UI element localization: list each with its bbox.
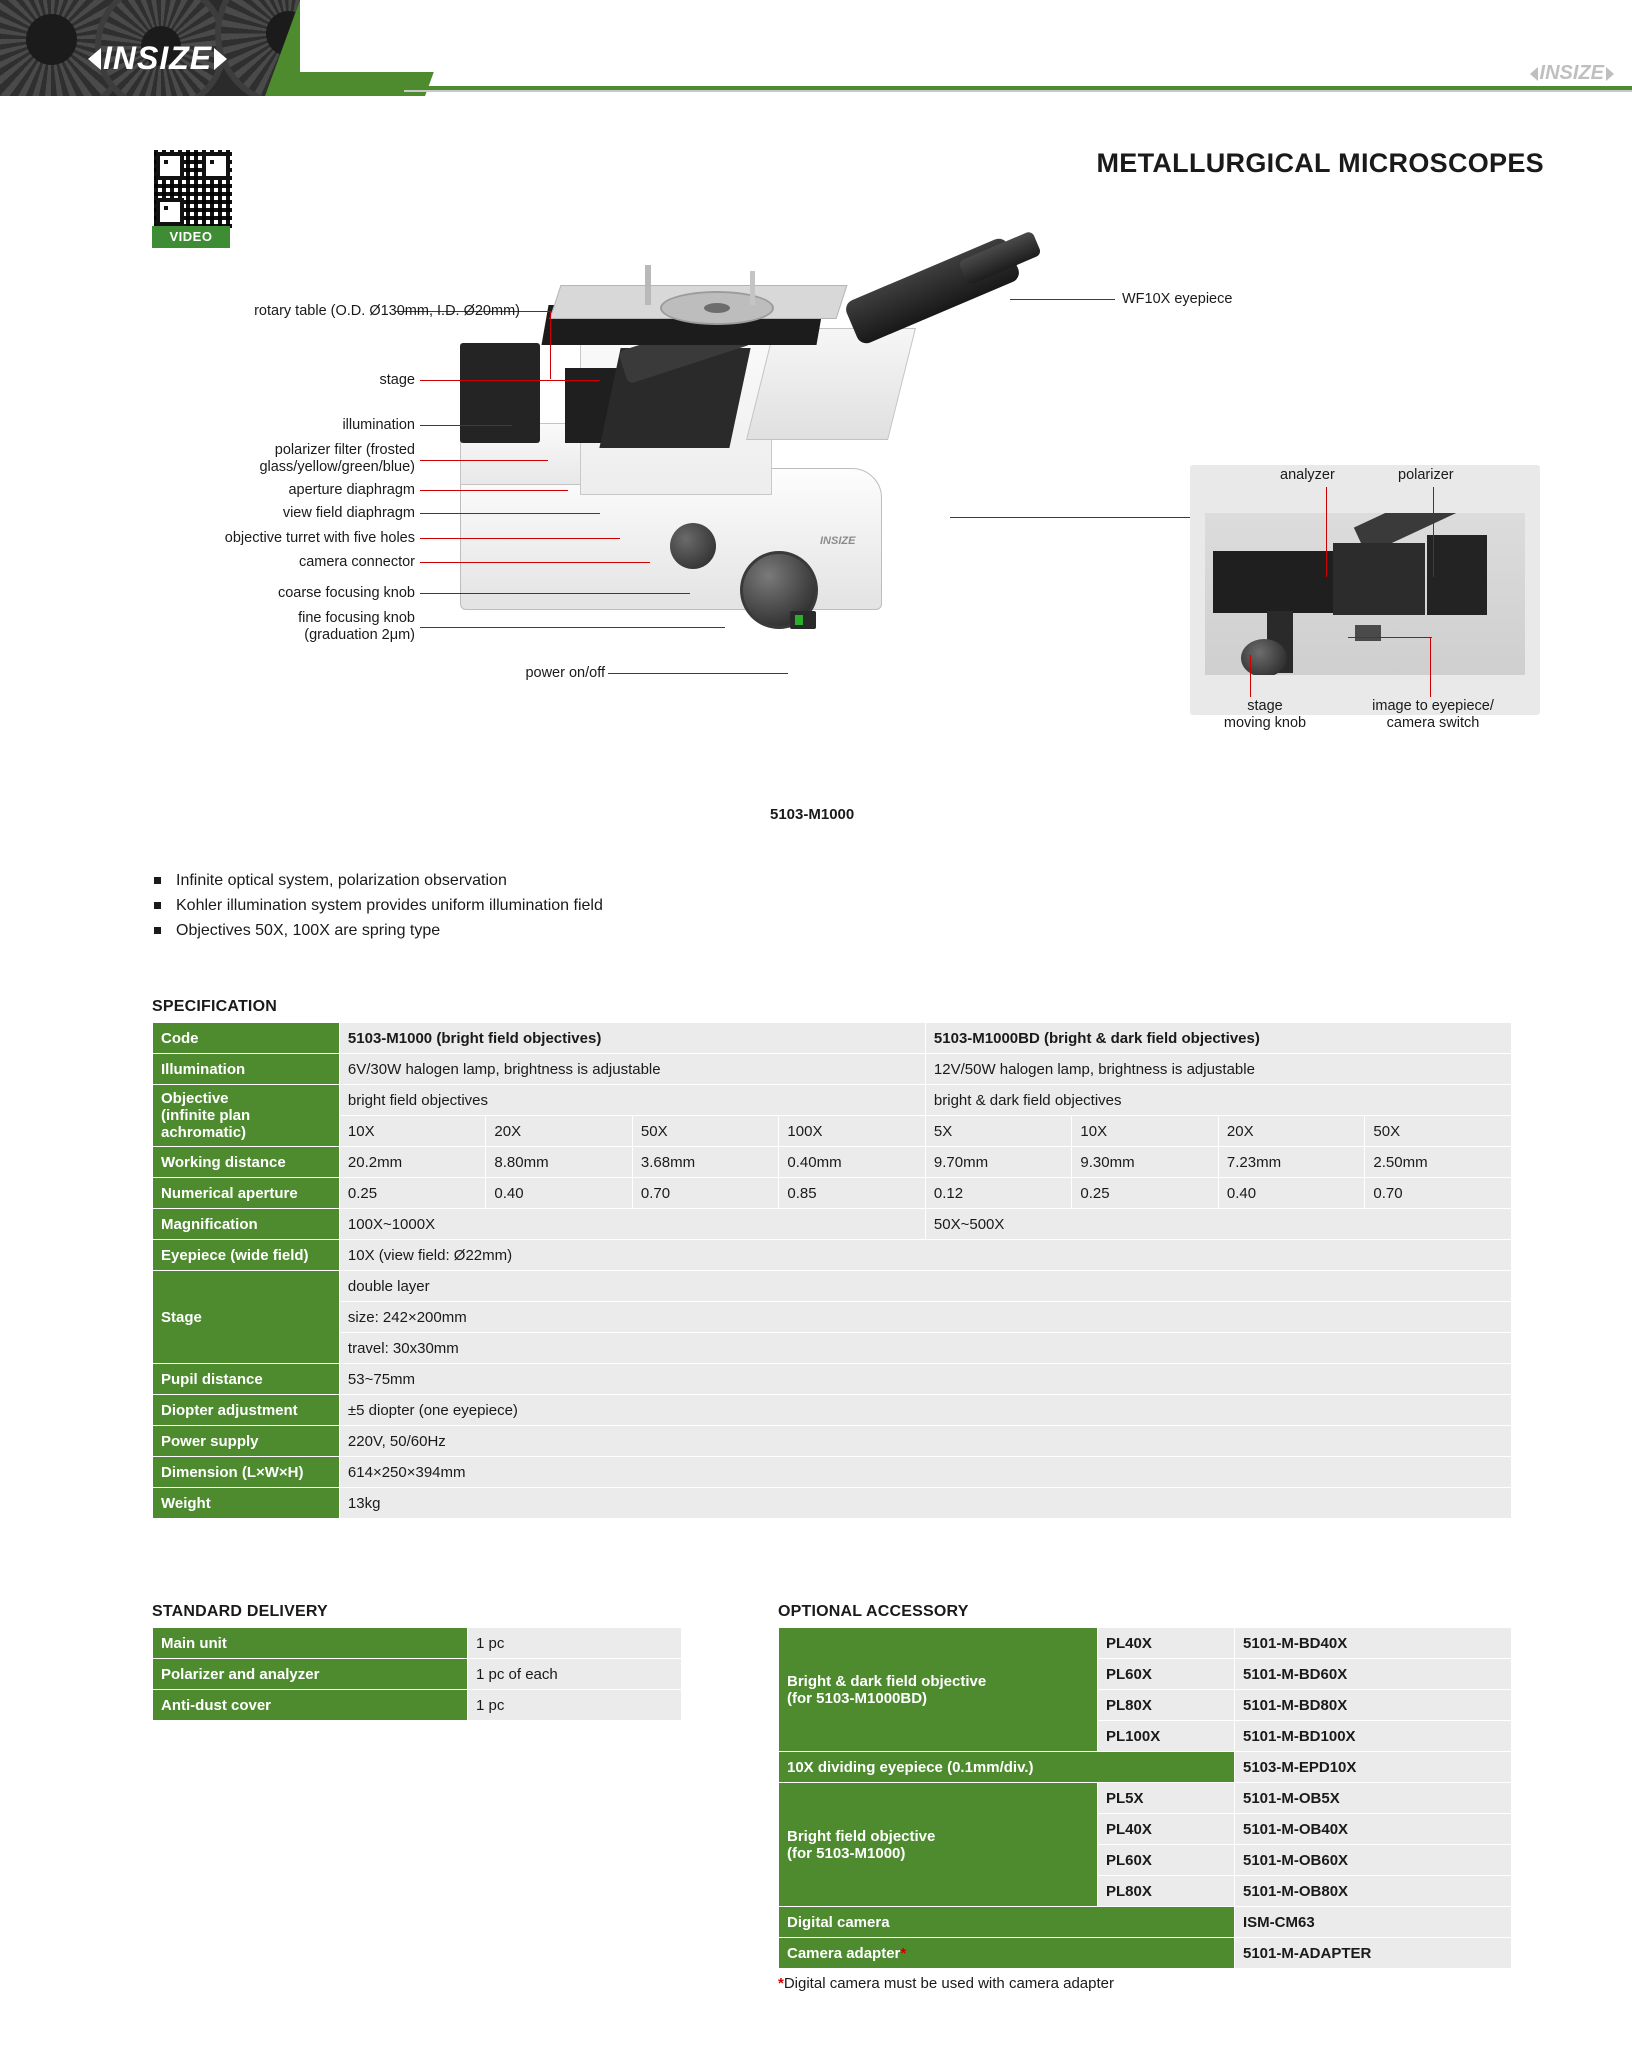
callout-aperture-diaphragm: aperture diaphragm [288, 482, 415, 498]
table-row [153, 1147, 1512, 1178]
table-row [153, 1054, 1512, 1085]
oa-bf-spec-0: PL5X [1098, 1783, 1235, 1814]
oa-bd-group-line2: (for 5103-M1000BD) [787, 1689, 928, 1707]
feature-list [152, 868, 603, 943]
oa-bf-spec-1: PL40X [1098, 1814, 1235, 1845]
logo-left-arrow-icon [88, 48, 101, 70]
optional-accessory-table [778, 1627, 1512, 1969]
spec-label-objective-line1: Objective [161, 1090, 229, 1107]
spec-label-stage: Stage [153, 1271, 340, 1364]
spec-illumination-b: 12V/50W halogen lamp, brightness is adjustable [925, 1054, 1511, 1085]
callout-fine-focusing-knob-line2: (graduation 2μm) [304, 627, 415, 643]
power-switch[interactable] [790, 611, 816, 629]
specification-table [152, 1022, 1512, 1519]
page-title: METALLURGICAL MICROSCOPES [1096, 148, 1544, 178]
oa-bf-spec-2: PL60X [1098, 1845, 1235, 1876]
spec-obj-col-5: 10X [1072, 1116, 1219, 1147]
oa-bd-code-0: 5101-M-BD40X [1235, 1628, 1512, 1659]
callout-fine-focusing-knob-line1: fine focusing knob [298, 610, 415, 626]
logo-watermark-text: INSIZE [1539, 62, 1604, 84]
leader-objective-turret [420, 538, 620, 539]
oa-digital-camera-code: ISM-CM63 [1235, 1907, 1512, 1938]
oa-dividing-eyepiece-label: 10X dividing eyepiece (0.1mm/div.) [779, 1752, 1235, 1783]
callout-analyzer: analyzer [1280, 467, 1335, 483]
leader-stage [420, 380, 600, 381]
callout-illumination: illumination [342, 417, 415, 433]
list-item: Kohler illumination system provides uniform illumination field [152, 893, 603, 918]
spec-obj-col-4: 5X [925, 1116, 1072, 1147]
insize-logo [88, 40, 227, 77]
callout-coarse-focusing-knob: coarse focusing knob [277, 585, 415, 601]
table-row [153, 1302, 1512, 1333]
callout-polarizer-filter [160, 442, 415, 476]
spec-objective-a: bright field objectives [339, 1085, 925, 1116]
leader-camera-switch-h [1348, 637, 1432, 638]
callout-camera-switch-line2: camera switch [1386, 715, 1480, 731]
spec-wd-5: 9.30mm [1072, 1147, 1219, 1178]
oa-bd-spec-0: PL40X [1098, 1628, 1235, 1659]
spec-stage-2: size: 242×200mm [339, 1302, 1511, 1333]
spec-illumination-a: 6V/30W halogen lamp, brightness is adjustable [339, 1054, 925, 1085]
table-row [779, 1783, 1512, 1814]
footnote [778, 1975, 1114, 1992]
leader-power [608, 673, 788, 674]
table-row [153, 1426, 1512, 1457]
table-row [153, 1178, 1512, 1209]
spec-na-2: 0.70 [632, 1178, 779, 1209]
callout-stage-moving-knob-line2: moving knob [1223, 715, 1307, 731]
callout-wf10x-eyepiece: WF10X eyepiece [1122, 291, 1233, 307]
spec-obj-col-6: 20X [1218, 1116, 1365, 1147]
spec-na-7: 0.70 [1365, 1178, 1512, 1209]
spec-wd-0: 20.2mm [339, 1147, 486, 1178]
specification-heading: SPECIFICATION [152, 998, 277, 1015]
spec-objective-b: bright & dark field objectives [925, 1085, 1511, 1116]
table-row [153, 1395, 1512, 1426]
oa-bd-spec-1: PL60X [1098, 1659, 1235, 1690]
spec-pupil-distance-value: 53~75mm [339, 1364, 1511, 1395]
oa-bd-spec-2: PL80X [1098, 1690, 1235, 1721]
sd-item-1: Polarizer and analyzer [153, 1659, 468, 1690]
spec-magnification-a: 100X~1000X [339, 1209, 925, 1240]
spec-na-4: 0.12 [925, 1178, 1072, 1209]
spec-label-power-supply: Power supply [153, 1426, 340, 1457]
leader-stage-knob [1250, 655, 1251, 697]
callout-polarizer-filter-line2: glass/yellow/green/blue) [259, 459, 415, 475]
spec-obj-col-1: 20X [486, 1116, 633, 1147]
spec-diopter-value: ±5 diopter (one eyepiece) [339, 1395, 1511, 1426]
table-row [153, 1271, 1512, 1302]
table-row [779, 1938, 1512, 1969]
list-item: Infinite optical system, polarization observation [152, 868, 603, 893]
spec-eyepiece-value: 10X (view field: Ø22mm) [339, 1240, 1511, 1271]
logo-text: INSIZE [103, 40, 213, 76]
stage-rod [645, 265, 651, 305]
oa-bd-spec-3: PL100X [1098, 1721, 1235, 1752]
callout-camera-switch [1338, 698, 1528, 732]
illumination-unit [460, 343, 540, 443]
spec-label-dimension: Dimension (L×W×H) [153, 1457, 340, 1488]
leader-polarizer [1433, 487, 1434, 577]
spec-magnification-b: 50X~500X [925, 1209, 1511, 1240]
spec-label-eyepiece: Eyepiece (wide field) [153, 1240, 340, 1271]
product-diagram [130, 255, 1500, 835]
spec-wd-3: 0.40mm [779, 1147, 926, 1178]
oa-bd-group-label [779, 1628, 1098, 1752]
oa-camera-adapter-code: 5101-M-ADAPTER [1235, 1938, 1512, 1969]
leader-inset [950, 517, 1200, 518]
leader-coarse-knob [420, 593, 690, 594]
table-row [779, 1907, 1512, 1938]
camera-connector [670, 523, 716, 569]
stage-rod-secondary [750, 271, 755, 305]
table-row [153, 1116, 1512, 1147]
sd-qty-1: 1 pc of each [468, 1659, 682, 1690]
header-grey-rule [404, 90, 1632, 92]
spec-na-6: 0.40 [1218, 1178, 1365, 1209]
callout-polarizer: polarizer [1398, 467, 1454, 483]
oa-bf-group-line1: Bright field objective [787, 1827, 936, 1845]
callout-camera-switch-line1: image to eyepiece/ [1372, 698, 1494, 714]
spec-label-code: Code [153, 1023, 340, 1054]
spec-na-5: 0.25 [1072, 1178, 1219, 1209]
list-item: Objectives 50X, 100X are spring type [152, 918, 603, 943]
oa-camera-adapter-label [779, 1938, 1235, 1969]
oa-bf-spec-3: PL80X [1098, 1876, 1235, 1907]
callout-view-field-diaphragm: view field diaphragm [282, 505, 415, 521]
logo-right-arrow-icon [214, 48, 227, 70]
oa-bd-code-1: 5101-M-BD60X [1235, 1659, 1512, 1690]
callout-polarizer-filter-line1: polarizer filter (frosted [274, 442, 415, 458]
oa-bd-code-3: 5101-M-BD100X [1235, 1721, 1512, 1752]
spec-wd-1: 8.80mm [486, 1147, 633, 1178]
microscope-illustration [460, 273, 1020, 673]
spec-label-weight: Weight [153, 1488, 340, 1519]
sd-qty-0: 1 pc [468, 1628, 682, 1659]
spec-na-1: 0.40 [486, 1178, 633, 1209]
table-row [153, 1209, 1512, 1240]
spec-obj-col-2: 50X [632, 1116, 779, 1147]
spec-wd-4: 9.70mm [925, 1147, 1072, 1178]
spec-label-working-distance: Working distance [153, 1147, 340, 1178]
oa-camera-adapter-asterisk: * [900, 1944, 907, 1962]
callout-fine-focusing-knob [170, 610, 415, 644]
leader-eyepiece [1010, 299, 1115, 300]
spec-wd-6: 7.23mm [1218, 1147, 1365, 1178]
insize-logo-watermark [1530, 62, 1614, 85]
oa-bf-group-line2: (for 5103-M1000) [787, 1844, 906, 1862]
callout-rotary-table: rotary table (O.D. Ø130mm, I.D. Ø20mm) [254, 303, 520, 319]
table-row [153, 1628, 682, 1659]
page-header [0, 0, 1632, 96]
oa-bd-code-2: 5101-M-BD80X [1235, 1690, 1512, 1721]
leader-rotary-table-v [550, 311, 551, 379]
table-row [153, 1457, 1512, 1488]
spec-label-pupil-distance: Pupil distance [153, 1364, 340, 1395]
spec-weight-value: 13kg [339, 1488, 1511, 1519]
microscope-brandmark: INSIZE [820, 535, 856, 547]
spec-label-objective-line2: (infinite plan achromatic) [161, 1107, 251, 1141]
spec-wd-7: 2.50mm [1365, 1147, 1512, 1178]
logo-watermark-right-arrow-icon [1606, 67, 1614, 81]
callout-camera-connector: camera connector [298, 554, 415, 570]
leader-view-field-diaphragm [420, 513, 600, 514]
oa-camera-adapter-label-text: Camera adapter [787, 1944, 901, 1962]
oa-bd-group-line1: Bright & dark field objective [787, 1672, 987, 1690]
spec-label-illumination: Illumination [153, 1054, 340, 1085]
table-row [153, 1690, 682, 1721]
sd-qty-2: 1 pc [468, 1690, 682, 1721]
optional-accessory-heading: OPTIONAL ACCESSORY [778, 1603, 969, 1620]
leader-camera-switch [1430, 637, 1431, 697]
spec-obj-col-0: 10X [339, 1116, 486, 1147]
leader-polarizer-filter [420, 460, 548, 461]
inset-photo [1205, 513, 1525, 675]
rotary-table [660, 291, 774, 325]
header-white-field [300, 0, 1632, 72]
leader-illumination [420, 425, 512, 426]
oa-bf-code-2: 5101-M-OB60X [1235, 1845, 1512, 1876]
table-row [153, 1488, 1512, 1519]
spec-label-magnification: Magnification [153, 1209, 340, 1240]
table-row [779, 1628, 1512, 1659]
spec-code-b: 5103-M1000BD (bright & dark field objectives) [925, 1023, 1511, 1054]
callout-stage-moving-knob-line1: stage [1247, 698, 1283, 714]
spec-label-diopter: Diopter adjustment [153, 1395, 340, 1426]
table-row [779, 1752, 1512, 1783]
spec-stage-3: travel: 30x30mm [339, 1333, 1511, 1364]
footnote-text: Digital camera must be used with camera adapter [783, 1975, 1114, 1992]
leader-aperture-diaphragm [420, 490, 568, 491]
standard-delivery-heading: STANDARD DELIVERY [152, 1603, 328, 1620]
table-row [153, 1240, 1512, 1271]
oa-digital-camera-label: Digital camera [779, 1907, 1235, 1938]
video-badge[interactable]: VIDEO [152, 226, 230, 248]
spec-na-0: 0.25 [339, 1178, 486, 1209]
spec-na-3: 0.85 [779, 1178, 926, 1209]
spec-obj-col-3: 100X [779, 1116, 926, 1147]
logo-watermark-left-arrow-icon [1530, 67, 1538, 81]
table-row [153, 1023, 1512, 1054]
callout-power-on-off: power on/off [525, 665, 605, 681]
spec-power-supply-value: 220V, 50/60Hz [339, 1426, 1511, 1457]
callout-stage-moving-knob [1205, 698, 1325, 732]
callout-objective-turret: objective turret with five holes [224, 530, 415, 546]
oa-bf-code-1: 5101-M-OB40X [1235, 1814, 1512, 1845]
spec-label-numerical-aperture: Numerical aperture [153, 1178, 340, 1209]
leader-analyzer [1326, 487, 1327, 577]
spec-label-objective [153, 1085, 340, 1147]
leader-camera-connector [420, 562, 650, 563]
spec-stage-1: double layer [339, 1271, 1511, 1302]
oa-bf-code-3: 5101-M-OB80X [1235, 1876, 1512, 1907]
oa-dividing-eyepiece-code: 5103-M-EPD10X [1235, 1752, 1512, 1783]
oa-bf-code-0: 5101-M-OB5X [1235, 1783, 1512, 1814]
qr-code-icon[interactable] [152, 148, 234, 230]
table-row [153, 1659, 682, 1690]
table-row [153, 1333, 1512, 1364]
oa-bf-group-label [779, 1783, 1098, 1907]
sd-item-0: Main unit [153, 1628, 468, 1659]
standard-delivery-table [152, 1627, 682, 1721]
model-label: 5103-M1000 [770, 806, 855, 823]
spec-wd-2: 3.68mm [632, 1147, 779, 1178]
footnote-asterisk: * [778, 1975, 784, 1992]
spec-dimension-value: 614×250×394mm [339, 1457, 1511, 1488]
table-row [153, 1085, 1512, 1116]
spec-obj-col-7: 50X [1365, 1116, 1512, 1147]
sd-item-2: Anti-dust cover [153, 1690, 468, 1721]
leader-fine-knob [420, 627, 725, 628]
callout-stage: stage [379, 372, 415, 388]
table-row [153, 1364, 1512, 1395]
spec-code-a: 5103-M1000 (bright field objectives) [339, 1023, 925, 1054]
